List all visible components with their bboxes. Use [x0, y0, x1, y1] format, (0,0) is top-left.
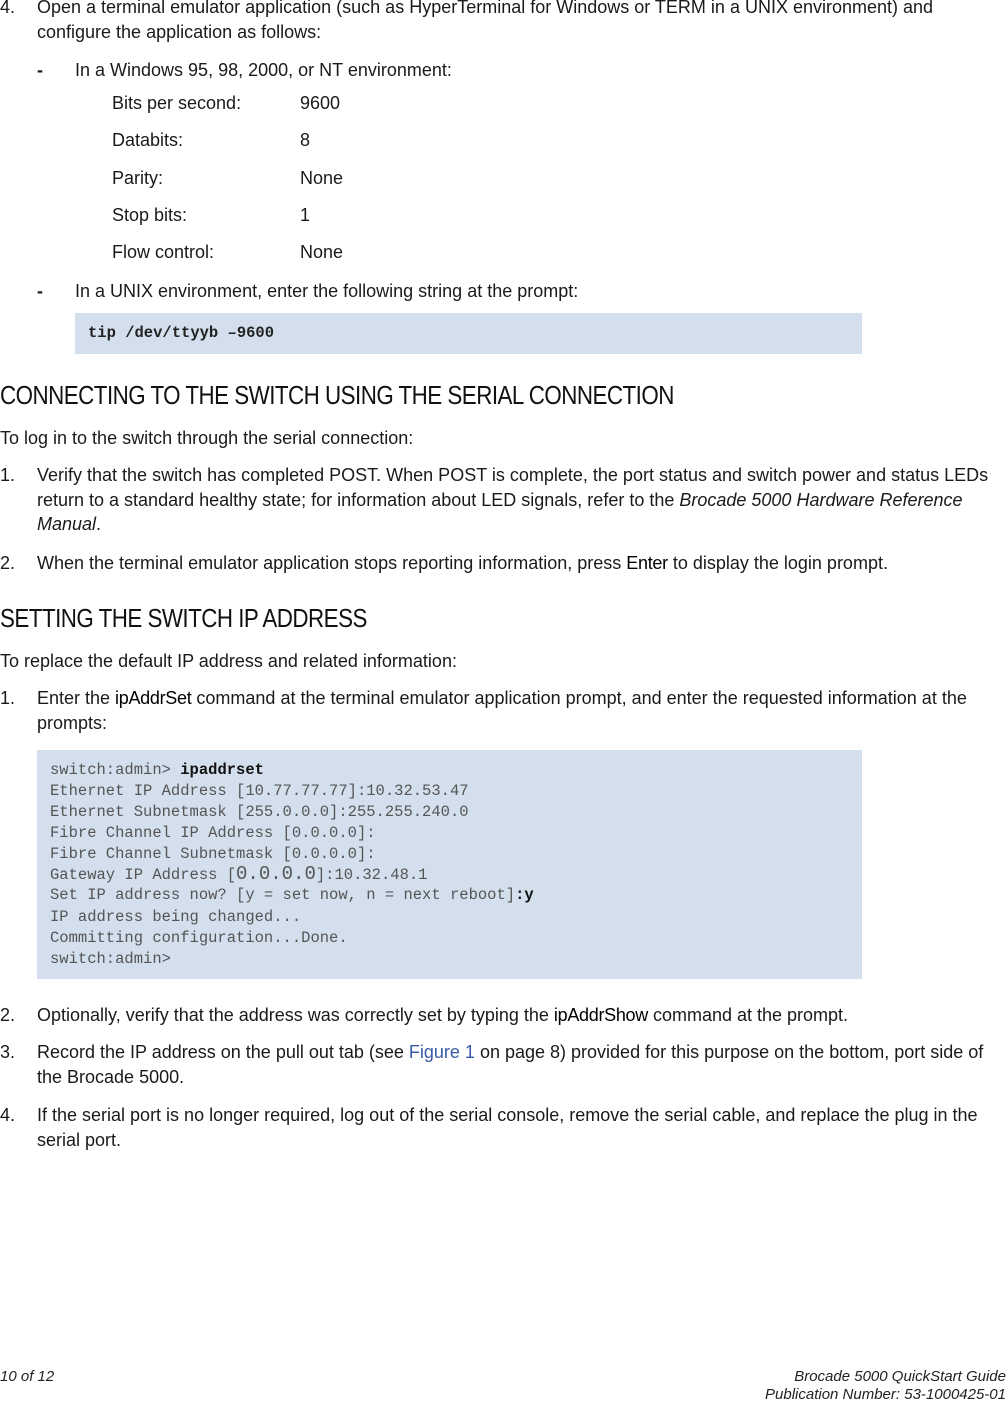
code-line: IP address being changed...: [50, 908, 302, 926]
step-number: 1.: [0, 688, 16, 708]
step-text: Open a terminal emulator application (such as HyperTerminal for Windows or TERM in a UNIX environment) and configure the application as follows:: [37, 0, 934, 42]
param-value: None: [300, 168, 344, 188]
step-number: 2.: [0, 1005, 16, 1025]
param-label: Parity:: [112, 168, 164, 188]
code-line: Fibre Channel IP Address [0.0.0.0]:: [50, 824, 376, 842]
code-line: Committing configuration...Done.: [50, 929, 348, 947]
section-heading-ip: SETTING THE SWITCH IP ADDRESS: [0, 603, 367, 633]
code-line: switch:admin> ipaddrset: [50, 761, 264, 779]
figure-link[interactable]: Figure 1: [408, 1042, 475, 1062]
param-value: 9600: [300, 93, 341, 113]
step-4: [0, 0, 1006, 44]
step-number: 4.: [0, 1105, 16, 1125]
step-number: 1.: [0, 465, 16, 485]
param-label: Flow control:: [112, 242, 215, 262]
param-label: Stop bits:: [112, 205, 188, 225]
param-label: Bits per second:: [112, 93, 242, 113]
code-line: tip /dev/ttyyb –9600: [88, 324, 275, 342]
code-line: Gateway IP Address [0.0.0.0]:10.32.48.1: [50, 863, 428, 885]
connect-step-2: [0, 551, 1006, 576]
bullet-dash: -: [37, 281, 43, 301]
code-line: Ethernet Subnetmask [255.0.0.0]:255.255.240.0: [50, 803, 469, 821]
section-intro: To replace the default IP address and related information:: [0, 651, 457, 671]
step-text: Record the IP address on the pull out tab (see Figure 1 on page 8) provided for this purpose on the bottom, port side of the Brocade 5000.: [37, 1042, 984, 1087]
unix-code-block: [75, 313, 862, 354]
ip-step-3: [0, 1040, 1006, 1089]
connect-step-1: [0, 463, 1006, 537]
ip-step-2: [0, 1003, 1006, 1028]
code-line: switch:admin>: [50, 950, 171, 968]
bullet-dash: -: [37, 60, 43, 80]
param-value: 1: [300, 205, 311, 225]
unix-bullet-text: In a UNIX environment, enter the following string at the prompt:: [75, 281, 579, 301]
step-text: Optionally, verify that the address was correctly set by typing the ipAddrShow command at the prompt.: [37, 1005, 849, 1025]
code-line: Ethernet IP Address [10.77.77.77]:10.32.53.47: [50, 782, 469, 800]
param-label: Databits:: [112, 130, 184, 150]
code-line: Set IP address now? [y = set now, n = next reboot]:y: [50, 886, 534, 904]
ipaddrset-code-block: [37, 750, 862, 979]
section-intro: To log in to the switch through the serial connection:: [0, 428, 414, 448]
ip-step-4: [0, 1103, 1006, 1152]
code-line: Fibre Channel Subnetmask [0.0.0.0]:: [50, 845, 376, 863]
step-text: Verify that the switch has completed POST. When POST is complete, the port status and switch power and status LEDs return to a standard healthy state; for information about LED signals, refer to the Brocade 5000 Hardware Reference Manual.: [37, 465, 989, 534]
step-number: 2.: [0, 553, 16, 573]
step-text: Enter the ipAddrSet command at the terminal emulator application prompt, and enter the requested information at the prompts:: [37, 688, 967, 733]
param-value: 8: [300, 130, 311, 150]
step-text: When the terminal emulator application stops reporting information, press Enter to display the login prompt.: [37, 553, 888, 573]
step-number: 3.: [0, 1042, 16, 1062]
windows-bullet-text: In a Windows 95, 98, 2000, or NT environment:: [75, 60, 452, 80]
step-text: If the serial port is no longer required, log out of the serial console, remove the serial cable, and replace the plug in the serial port.: [37, 1105, 978, 1150]
param-value: None: [300, 242, 344, 262]
manual-reference: Brocade 5000 Hardware Reference Manual: [37, 489, 963, 534]
step-number: 4.: [0, 0, 16, 17]
command-name: ipAddrSet: [115, 688, 192, 708]
section-heading-connecting: CONNECTING TO THE SWITCH USING THE SERIAL CONNECTION: [0, 380, 674, 410]
footer-publication-number: Publication Number: 53-1000425-01: [765, 1386, 1006, 1403]
enter-key-label: Enter: [626, 553, 668, 573]
command-name: ipAddrShow: [553, 1005, 648, 1025]
ip-step-1: [0, 686, 1006, 735]
footer-title: Brocade 5000 QuickStart Guide: [794, 1368, 1006, 1385]
page-number: 10 of 12: [0, 1368, 55, 1385]
